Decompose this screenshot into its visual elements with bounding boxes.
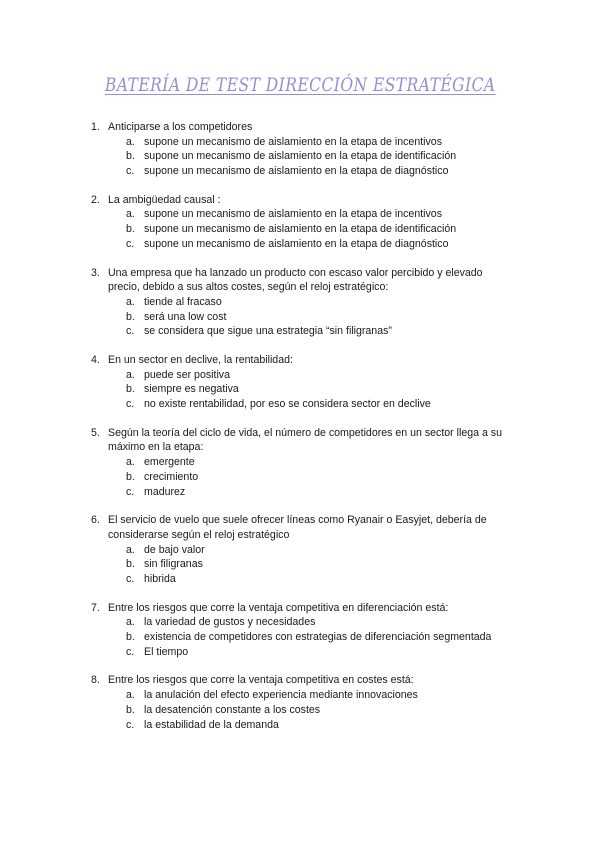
- option-text: se considera que sigue una estrategia “sin filigranas”: [144, 325, 392, 338]
- question-text: El servicio de vuelo que suele ofrecer líneas como Ryanair o Easyjet, debería de considerarse según el reloj estratégico: [108, 514, 487, 541]
- option-b: [0, 470, 600, 485]
- option-b: [0, 703, 600, 718]
- option-letter: b.: [126, 631, 135, 644]
- option-c: [0, 572, 600, 587]
- page-title: [0, 74, 600, 96]
- option-letter: a.: [126, 456, 135, 469]
- option-a: [0, 207, 600, 222]
- option-text: emergente: [144, 456, 195, 469]
- option-letter: b.: [126, 558, 135, 571]
- option-letter: c.: [126, 325, 135, 338]
- option-letter: c.: [126, 718, 135, 731]
- option-letter: a.: [126, 368, 135, 381]
- option-letter: b.: [126, 470, 135, 483]
- option-text: de bajo valor: [144, 543, 205, 556]
- option-a: [0, 543, 600, 558]
- question-1: [0, 120, 600, 179]
- option-text: madurez: [144, 485, 186, 498]
- question-number: 8.: [91, 674, 100, 687]
- option-b: [0, 222, 600, 237]
- option-text: será una low cost: [144, 310, 227, 323]
- option-letter: c.: [126, 237, 135, 250]
- question-number: 2.: [91, 193, 100, 206]
- option-text: supone un mecanismo de aislamiento en la etapa de identificación: [144, 223, 457, 236]
- option-a: [0, 615, 600, 630]
- question-text: Anticiparse a los competidores: [108, 121, 253, 133]
- option-text: no existe rentabilidad, por eso se considera sector en declive: [144, 398, 431, 411]
- option-text: supone un mecanismo de aislamiento en la etapa de diagnóstico: [144, 237, 449, 250]
- option-list: [0, 207, 600, 251]
- option-letter: b.: [126, 223, 135, 236]
- option-a: [0, 455, 600, 470]
- option-text: crecimiento: [144, 470, 199, 483]
- option-text: la anulación del efecto experiencia mediante innovaciones: [144, 689, 418, 702]
- option-list: [0, 543, 600, 587]
- option-letter: c.: [126, 398, 135, 411]
- option-letter: a.: [126, 689, 135, 702]
- option-c: [0, 397, 600, 412]
- option-list: [0, 688, 600, 732]
- question-number: 3.: [91, 266, 100, 279]
- option-list: [0, 295, 600, 339]
- page-title-text: BATERÍA DE TEST DIRECCIÓN ESTRATÉGICA: [104, 74, 496, 96]
- option-a: [0, 295, 600, 310]
- option-letter: c.: [126, 485, 135, 498]
- option-letter: b.: [126, 150, 135, 163]
- option-text: siempre es negativa: [144, 383, 239, 396]
- question-text: La ambigüedad causal :: [108, 193, 221, 206]
- question-number: 5.: [91, 426, 100, 439]
- option-letter: a.: [126, 616, 135, 629]
- option-text: El tiempo: [144, 645, 189, 658]
- question-5: [0, 426, 600, 499]
- option-c: [0, 645, 600, 660]
- option-text: supone un mecanismo de aislamiento en la etapa de diagnóstico: [144, 165, 449, 178]
- question-8: [0, 673, 600, 732]
- question-number: 7.: [91, 601, 100, 614]
- option-text: tiende al fracaso: [144, 295, 222, 308]
- question-3: [0, 266, 600, 339]
- question-text: Entre los riesgos que corre la ventaja competitiva en costes está:: [108, 674, 414, 687]
- option-list: [0, 368, 600, 412]
- question-text: Una empresa que ha lanzado un producto con escaso valor percibido y elevado precio, debido a sus altos costes, según el reloj estratégico:: [108, 266, 483, 294]
- option-b: [0, 310, 600, 325]
- question-number: 1.: [91, 121, 100, 133]
- question-text: Entre los riesgos que corre la ventaja competitiva en diferenciación está:: [108, 601, 449, 614]
- option-c: [0, 718, 600, 733]
- option-letter: b.: [126, 703, 135, 716]
- question-4: [0, 353, 600, 412]
- question-number: 4.: [91, 354, 100, 366]
- option-letter: a.: [126, 208, 135, 221]
- option-b: [0, 382, 600, 397]
- option-text: supone un mecanismo de aislamiento en la etapa de identificación: [144, 150, 457, 163]
- question-list: [0, 120, 600, 746]
- option-letter: c.: [126, 645, 135, 658]
- option-letter: c.: [126, 165, 135, 178]
- option-text: la desatención constante a los costes: [144, 703, 321, 716]
- option-letter: a.: [126, 135, 135, 148]
- question-7: [0, 601, 600, 660]
- question-text: Según la teoría del ciclo de vida, el número de competidores en un sector llega a su máximo en la etapa:: [108, 426, 502, 454]
- question-6: [0, 513, 600, 586]
- option-letter: b.: [126, 383, 135, 396]
- option-text: puede ser positiva: [144, 368, 230, 381]
- option-a: [0, 368, 600, 383]
- option-text: hibrida: [144, 573, 176, 586]
- option-text: existencia de competidores con estrategias de diferenciación segmentada: [144, 631, 492, 644]
- option-text: sin filigranas: [144, 558, 203, 571]
- option-list: [0, 615, 600, 659]
- option-b: [0, 630, 600, 645]
- question-2: [0, 193, 600, 252]
- option-text: la variedad de gustos y necesidades: [144, 616, 316, 629]
- option-b: [0, 149, 600, 164]
- option-letter: a.: [126, 295, 135, 308]
- option-text: la estabilidad de la demanda: [144, 718, 279, 731]
- option-letter: b.: [126, 310, 135, 323]
- option-a: [0, 688, 600, 703]
- option-letter: c.: [126, 573, 135, 586]
- option-c: [0, 324, 600, 339]
- option-text: supone un mecanismo de aislamiento en la etapa de incentivos: [144, 135, 442, 148]
- option-c: [0, 237, 600, 252]
- option-c: [0, 164, 600, 179]
- question-number: 6.: [91, 514, 100, 527]
- option-c: [0, 485, 600, 500]
- option-list: [0, 455, 600, 499]
- option-text: supone un mecanismo de aislamiento en la etapa de incentivos: [144, 208, 442, 221]
- option-letter: a.: [126, 543, 135, 556]
- option-a: [0, 135, 600, 150]
- question-text: En un sector en declive, la rentabilidad:: [108, 354, 293, 366]
- option-b: [0, 557, 600, 572]
- option-list: [0, 135, 600, 179]
